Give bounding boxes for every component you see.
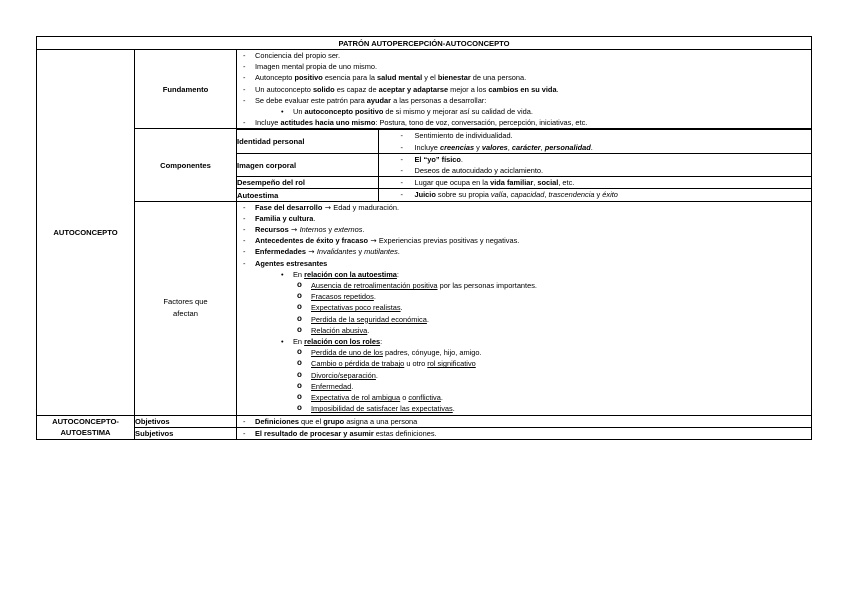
text-run: Ausencia de retroalimentación positiva bbox=[311, 281, 438, 291]
objetivos-line bbox=[237, 416, 811, 427]
componente-content bbox=[378, 130, 811, 153]
text-run: . bbox=[313, 213, 316, 223]
list-item bbox=[237, 269, 811, 280]
text-run: Enfermedades bbox=[255, 247, 306, 257]
text-run: . bbox=[460, 154, 463, 164]
text-run: . bbox=[367, 325, 370, 335]
fundamento-list bbox=[237, 50, 811, 128]
text-run: Expectativa de rol ambigua bbox=[311, 393, 401, 403]
factores-label-line1: Factores que bbox=[163, 297, 208, 307]
text-run: ayudar bbox=[366, 95, 392, 105]
text-run: y bbox=[356, 247, 365, 257]
row-label-componentes: Componentes bbox=[135, 129, 237, 201]
componente-label: Identidad personal bbox=[237, 130, 378, 153]
table-title: PATRÓN AUTOPERCEPCIÓN-AUTOCONCEPTO bbox=[37, 37, 812, 50]
text-run: o bbox=[400, 393, 409, 403]
row-label-objetivos: Objetivos bbox=[135, 415, 237, 427]
text-run: Fracasos repetidos bbox=[311, 292, 374, 302]
text-run: El resultado de procesar y asumir bbox=[255, 428, 374, 438]
list-item bbox=[237, 291, 811, 302]
text-run: solido bbox=[312, 84, 335, 94]
list-item bbox=[237, 258, 811, 269]
text-run: externos bbox=[334, 225, 363, 235]
text-run: relación con los roles bbox=[304, 337, 381, 347]
text-run: actitudes hacia uno mismo bbox=[280, 118, 376, 128]
text-run: . bbox=[362, 225, 365, 235]
list-item bbox=[237, 117, 811, 128]
text-run: : Postura, tono de voz, conversación, percepción, iniciativas, etc. bbox=[375, 118, 588, 128]
factores-content bbox=[237, 201, 812, 415]
list-item bbox=[237, 202, 811, 213]
text-run: es capaz de bbox=[334, 84, 379, 94]
list-item bbox=[237, 61, 811, 72]
text-run: → bbox=[305, 247, 317, 257]
section-label-autoestima bbox=[37, 415, 135, 439]
text-run: Antecedentes de éxito y fracaso bbox=[255, 236, 368, 246]
componente-label: Desempeño del rol bbox=[237, 177, 378, 189]
text-run: carácter bbox=[511, 142, 541, 152]
text-run: Experiencias previas positivas y negativas. bbox=[378, 236, 520, 246]
text-run: . bbox=[452, 404, 455, 414]
factores-list bbox=[237, 202, 811, 415]
text-run: : bbox=[380, 337, 383, 347]
text-run: Cambio o pérdida de trabajo bbox=[311, 359, 405, 369]
text-run: → bbox=[367, 236, 379, 246]
text-run: cambios en su vida bbox=[488, 84, 557, 94]
text-run: estas definiciones. bbox=[373, 428, 437, 438]
text-run: vida familiar bbox=[490, 178, 534, 188]
row-label-factores bbox=[135, 201, 237, 415]
componente-content bbox=[378, 153, 811, 176]
text-run: Juicio bbox=[414, 190, 436, 200]
text-run: . bbox=[590, 142, 593, 152]
text-run: creencias bbox=[439, 142, 475, 152]
componente-label: Autoestima bbox=[237, 189, 378, 201]
text-run: . bbox=[556, 84, 559, 94]
text-run: aceptar y adaptarse bbox=[378, 84, 449, 94]
text-run: → bbox=[288, 225, 300, 235]
text-run: . bbox=[351, 381, 354, 391]
factores-label-line2: afectan bbox=[173, 309, 198, 319]
componente-label: Imagen corporal bbox=[237, 153, 378, 176]
objetivos-content bbox=[237, 415, 812, 427]
componente-content bbox=[378, 189, 811, 201]
list-item bbox=[237, 246, 811, 257]
text-run: Definiciones bbox=[255, 416, 299, 426]
text-run: , etc. bbox=[558, 178, 575, 188]
list-item bbox=[237, 403, 811, 414]
text-run: padres, cónyuge, hijo, amigo. bbox=[382, 348, 482, 358]
text-run: . bbox=[397, 247, 400, 257]
text-run: Conciencia del propio ser. bbox=[255, 51, 341, 60]
list-item bbox=[237, 50, 811, 61]
componente-content bbox=[378, 177, 811, 189]
componentes-content bbox=[237, 129, 812, 201]
text-run: , bbox=[506, 190, 511, 200]
list-item bbox=[237, 358, 811, 369]
text-run: mutilantes bbox=[364, 247, 398, 257]
text-run: sobre su propia bbox=[435, 190, 491, 200]
text-run: por las personas importantes. bbox=[437, 281, 537, 291]
fundamento-content bbox=[237, 50, 812, 129]
list-item bbox=[237, 347, 811, 358]
list-item bbox=[383, 130, 808, 141]
componentes-subtable bbox=[237, 129, 811, 200]
list-item bbox=[237, 84, 811, 95]
list-item bbox=[383, 165, 808, 176]
text-run: autoconcepto positivo bbox=[304, 107, 384, 117]
text-run: Perdida de uno de los bbox=[311, 348, 383, 358]
list-item bbox=[237, 280, 811, 291]
list-item bbox=[383, 154, 808, 165]
text-run: que el bbox=[298, 416, 324, 426]
text-run: , bbox=[540, 142, 545, 152]
text-run: Agentes estresantes bbox=[255, 258, 328, 268]
patron-table bbox=[36, 36, 812, 440]
text-run: rol significativo bbox=[427, 359, 476, 369]
text-run: . bbox=[400, 303, 403, 313]
text-run: trascendencia bbox=[548, 190, 595, 200]
text-run: social bbox=[537, 178, 559, 188]
text-run: Sentimiento de individualidad. bbox=[414, 131, 513, 141]
table-row bbox=[237, 130, 811, 153]
text-run: → bbox=[322, 202, 334, 212]
table-row bbox=[237, 177, 811, 189]
text-run: mejor a los bbox=[448, 84, 489, 94]
text-run: y bbox=[326, 225, 335, 235]
section-label-autoconcepto: AUTOCONCEPTO bbox=[37, 50, 135, 416]
text-run: . bbox=[375, 370, 378, 380]
text-run: , bbox=[507, 142, 512, 152]
list-item bbox=[383, 142, 808, 153]
text-run: Incluye bbox=[255, 118, 281, 128]
list-item bbox=[383, 189, 808, 200]
text-run: : bbox=[396, 269, 399, 279]
text-run: . bbox=[373, 292, 376, 302]
text-run: Lugar que ocupa en la bbox=[414, 178, 491, 188]
text-run: Familia y cultura bbox=[255, 213, 314, 223]
text-run: esencia para la bbox=[322, 73, 378, 83]
list-item bbox=[237, 392, 811, 403]
text-run: y bbox=[474, 142, 482, 152]
list-item bbox=[237, 325, 811, 336]
text-run: El “yo” físico bbox=[414, 154, 461, 164]
text-run: En bbox=[293, 337, 305, 347]
text-run: Internos bbox=[299, 225, 327, 235]
text-run: Un autoconcepto bbox=[255, 84, 313, 94]
text-run: , bbox=[533, 178, 538, 188]
text-run: asigna a una persona bbox=[344, 416, 418, 426]
text-run: Imagen mental propia de uno mismo. bbox=[255, 62, 378, 72]
text-run: salud mental bbox=[377, 73, 423, 83]
text-run: valía bbox=[490, 190, 507, 200]
list-item bbox=[383, 177, 808, 188]
text-run: de si mismo y mejorar así su calidad de vida. bbox=[383, 107, 533, 117]
text-run: Edad y maduración. bbox=[333, 202, 400, 212]
text-run: personalidad bbox=[544, 142, 591, 152]
list-item bbox=[237, 224, 811, 235]
text-run: Invalidantes bbox=[316, 247, 357, 257]
text-run: . bbox=[426, 314, 429, 324]
list-item bbox=[237, 370, 811, 381]
text-run: En bbox=[293, 269, 305, 279]
text-run: conflictiva bbox=[408, 393, 441, 403]
text-run: capacidad bbox=[510, 190, 545, 200]
subjetivos-content bbox=[237, 427, 812, 439]
text-run: Se debe evaluar este patrón para bbox=[255, 95, 367, 105]
list-item bbox=[237, 213, 811, 224]
text-run: Expectativas poco realistas bbox=[311, 303, 401, 313]
text-run: éxito bbox=[602, 190, 618, 200]
text-run: Autoncepto bbox=[255, 73, 295, 83]
text-run: a las personas a desarrollar: bbox=[391, 95, 487, 105]
list-item bbox=[237, 336, 811, 347]
text-run: grupo bbox=[323, 416, 345, 426]
text-run: Divorcio/separación bbox=[311, 370, 376, 380]
text-run: , bbox=[544, 190, 549, 200]
text-run: relación con la autoestima bbox=[304, 269, 397, 279]
list-item bbox=[237, 95, 811, 106]
text-run: Deseos de autocuidado y aciclamiento. bbox=[414, 166, 544, 176]
table-row bbox=[237, 153, 811, 176]
text-run: y bbox=[594, 190, 603, 200]
text-run: Incluye bbox=[414, 142, 440, 152]
text-run: Imposibilidad de satisfacer las expectativas bbox=[311, 404, 453, 414]
row-label-fundamento: Fundamento bbox=[135, 50, 237, 129]
text-run: Relación abusiva bbox=[311, 325, 368, 335]
text-run: positivo bbox=[294, 73, 323, 83]
text-run: Recursos bbox=[255, 225, 289, 235]
text-run: Un bbox=[293, 107, 305, 117]
text-run: y el bbox=[422, 73, 438, 83]
row-label-subjetivos: Subjetivos bbox=[135, 427, 237, 439]
table-row bbox=[237, 189, 811, 201]
text-run: . bbox=[440, 393, 443, 403]
text-run: Enfermedad bbox=[311, 381, 352, 391]
list-item bbox=[237, 72, 811, 83]
text-run: bienestar bbox=[437, 73, 471, 83]
text-run: de una persona. bbox=[470, 73, 527, 83]
list-item bbox=[237, 381, 811, 392]
text-run: u otro bbox=[404, 359, 428, 369]
subjetivos-line bbox=[237, 428, 811, 439]
list-item bbox=[237, 314, 811, 325]
list-item bbox=[237, 106, 811, 117]
autoestima-label-line2: AUTOESTIMA bbox=[60, 428, 111, 438]
text-run: Perdida de la seguridad económica bbox=[311, 314, 427, 324]
list-item bbox=[237, 235, 811, 246]
autoestima-label-line1: AUTOCONCEPTO- bbox=[52, 417, 119, 427]
text-run: Fase del desarrollo bbox=[255, 202, 323, 212]
text-run: valores bbox=[481, 142, 508, 152]
list-item bbox=[237, 302, 811, 313]
